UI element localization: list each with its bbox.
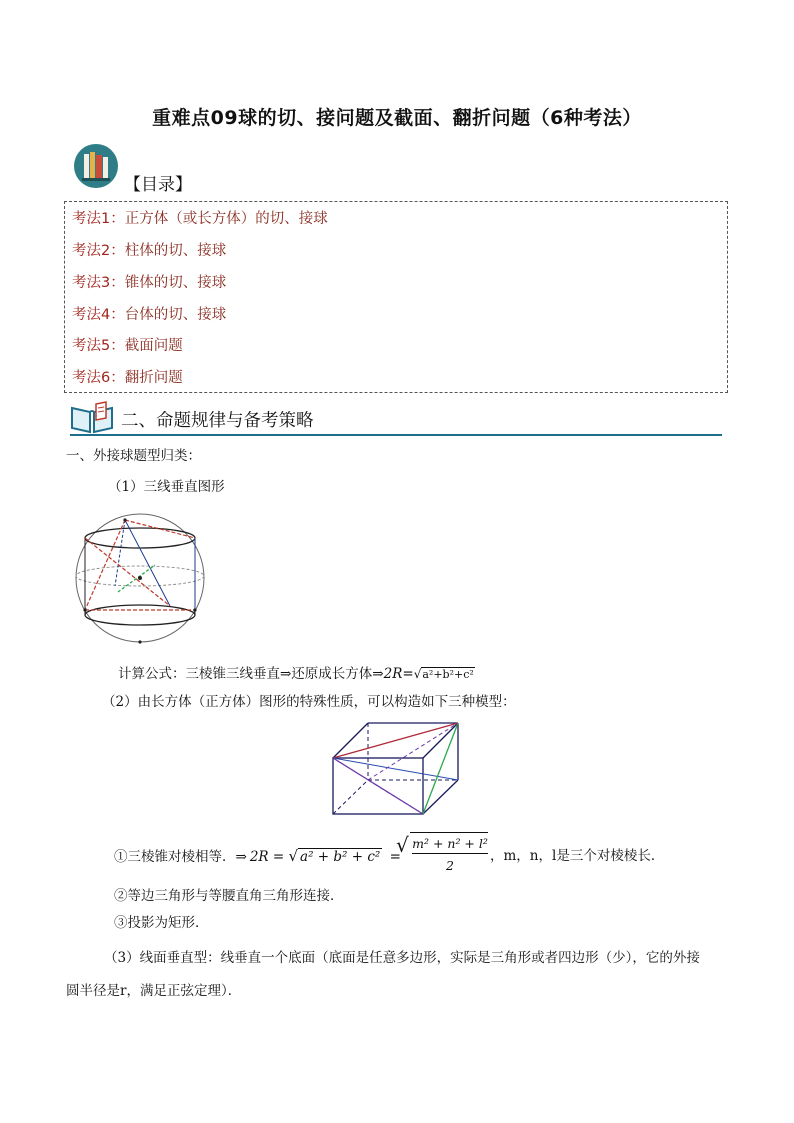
section-title: 二、命题规律与备考策略 — [121, 411, 314, 431]
radical-sign: √ — [396, 833, 409, 857]
toc-box — [64, 201, 728, 393]
heading-outer-sphere: 一、外接球题型归类： — [66, 448, 201, 464]
books-logo-icon — [72, 143, 120, 189]
item3-line1: （3）线面垂直型：线垂直一个底面（底面是任意多边形，实际是三角形或者四边形（少），它的外接 — [104, 950, 700, 966]
toc-item-4[interactable] — [72, 306, 226, 324]
model-1-lhs: 2R = — [249, 849, 285, 865]
figure-cuboid — [328, 718, 468, 818]
toc-item-key: 考法2： — [72, 243, 125, 259]
figure-sphere-tripod — [70, 510, 210, 650]
toc-item-text: 台体的切、接球 — [124, 307, 227, 323]
toc-item-3[interactable] — [72, 274, 226, 292]
model-1-formula: ①三棱锥对棱相等．⇒ 2R = √ a² + b² + c² = — [114, 847, 401, 865]
page-title: 重难点09球的切、接问题及截面、翻折问题（6种考法） — [152, 107, 642, 129]
formula-1-lhs: 2R= — [383, 666, 414, 682]
fraction-denominator: 2 — [446, 858, 454, 873]
item3-line2: 圆半径是r，满足正弦定理）． — [66, 983, 242, 999]
model-1-radicand: a² + b² + c² — [300, 849, 381, 865]
model-1-suffix: ，m，n，l是三个对棱棱长． — [490, 848, 665, 864]
model-2: ②等边三角形与等腰直角三角形连接． — [114, 888, 344, 904]
toc-item-6[interactable] — [72, 369, 183, 387]
formula-1: 计算公式：三棱锥三线垂直⇒还原成长方体⇒2R=√a²+b²+c² — [118, 666, 474, 682]
toc-item-key: 考法6： — [72, 370, 125, 386]
toc-item-1[interactable] — [72, 210, 328, 228]
toc-item-text: 正方体（或长方体）的切、接球 — [124, 211, 328, 227]
toc-item-2[interactable] — [72, 242, 226, 260]
item2-title: （2）由长方体（正方体）图形的特殊性质，可以构造如下三种模型： — [102, 694, 516, 710]
toc-item-text: 锥体的切、接球 — [124, 275, 227, 291]
toc-item-key: 考法5： — [72, 338, 125, 354]
formula-1-prefix: 计算公式：三棱锥三线垂直⇒还原成长方体⇒ — [118, 666, 384, 682]
model-1-prefix: ①三棱锥对棱相等．⇒ — [114, 849, 247, 865]
section-rule — [70, 434, 722, 436]
formula-1-radicand: a²+b²+c² — [422, 668, 474, 681]
toc-heading: 【目录】 — [124, 175, 192, 195]
toc-item-5[interactable] — [72, 337, 183, 355]
model-1-eq: = — [389, 849, 401, 865]
toc-item-text: 截面问题 — [124, 338, 183, 354]
toc-item-key: 考法1： — [72, 211, 125, 227]
toc-item-key: 考法4： — [72, 307, 125, 323]
fraction-radical-bar — [410, 832, 488, 833]
open-book-icon — [70, 400, 114, 434]
item1-title: （1）三线垂直图形 — [108, 479, 225, 495]
toc-item-key: 考法3： — [72, 275, 125, 291]
fraction-numerator: m² + n² + l² — [412, 836, 488, 854]
toc-item-text: 柱体的切、接球 — [124, 243, 227, 259]
toc-item-text: 翻折问题 — [124, 370, 183, 386]
model-3: ③投影为矩形． — [114, 915, 209, 931]
